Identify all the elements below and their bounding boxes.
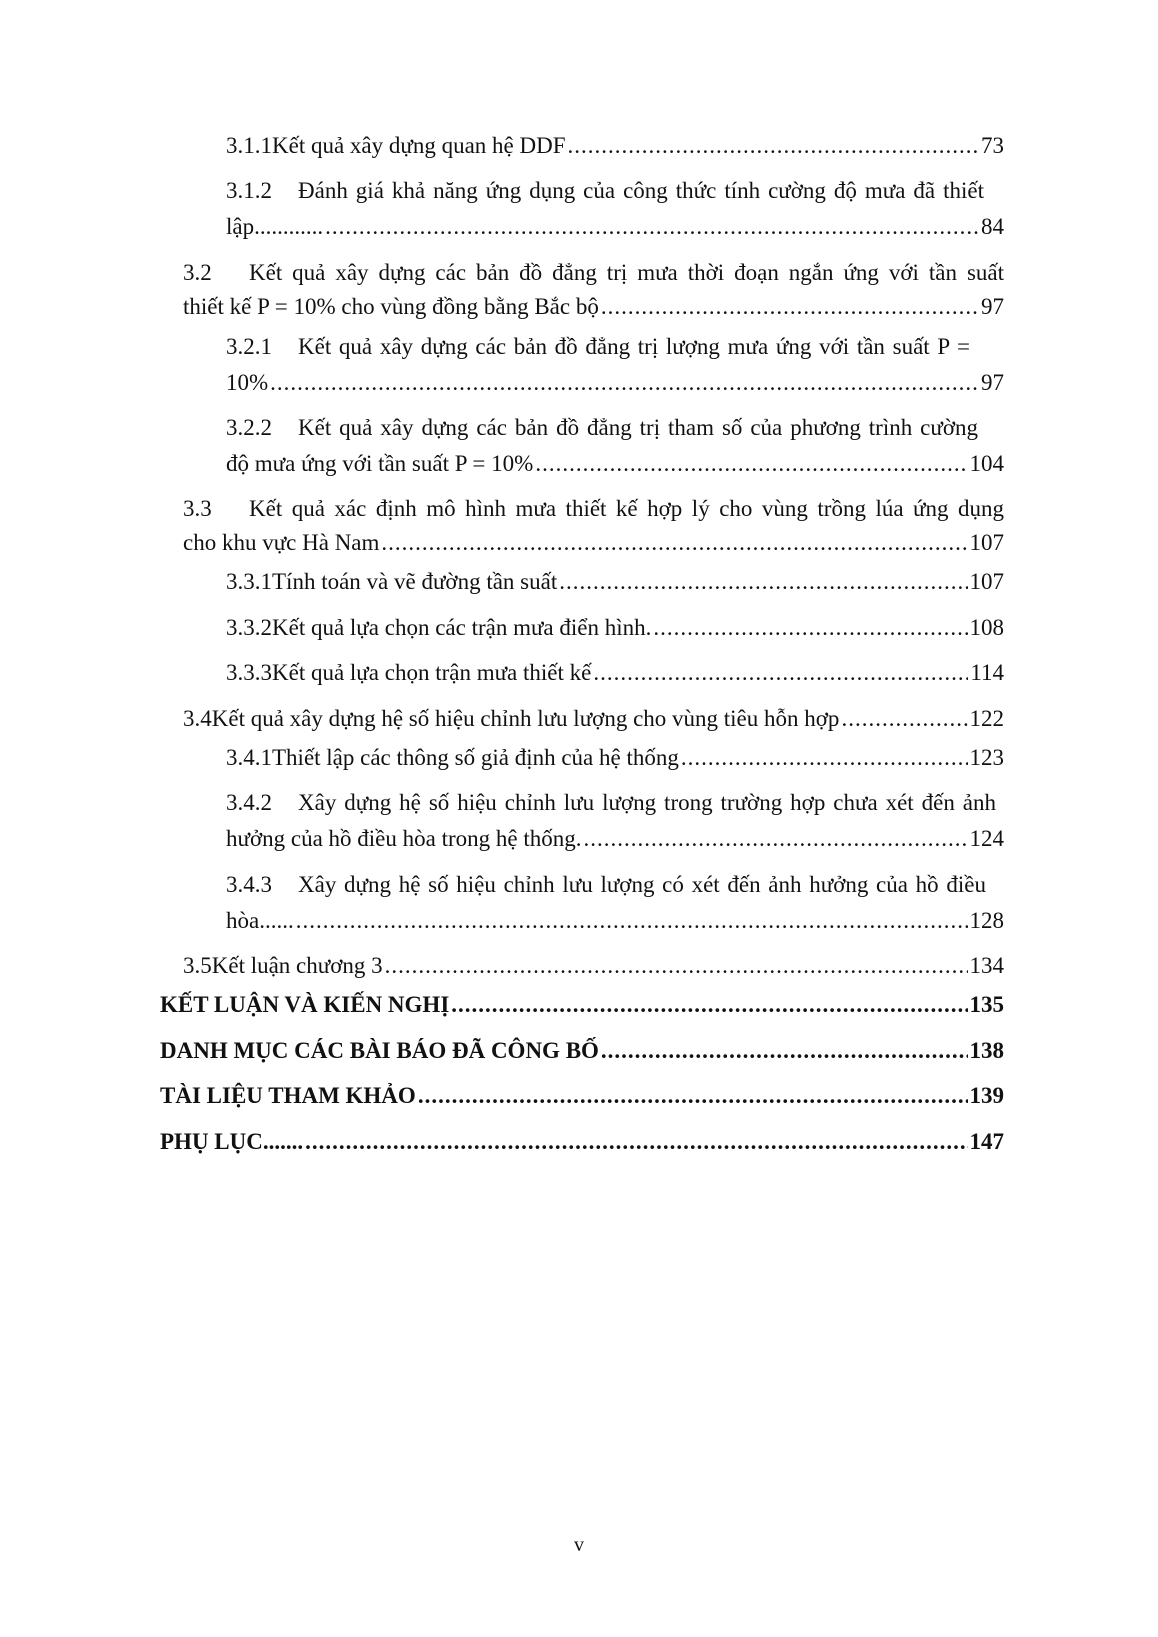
dot-leader [568,132,979,160]
toc-entry-3-1-2-line2[interactable] [226,213,1004,241]
dot-leader [270,369,979,397]
toc-chapter-appendix[interactable] [160,1128,1004,1156]
dot-leader [535,450,967,478]
toc-page: 123 [969,745,1004,770]
dot-leader [584,825,968,853]
toc-title-cont: lập............ [226,214,324,239]
toc-entry-3-5[interactable] [183,952,1004,980]
toc-page: 124 [969,826,1004,851]
toc-page: 128 [969,908,1004,933]
toc-chapter-references[interactable] [160,1082,1004,1110]
toc-entry-3-3-line1[interactable] [183,495,1004,523]
toc-entry-3-4-2-line1[interactable] [226,789,996,817]
dot-leader [841,705,967,733]
toc-title: Kết quả xây dựng hệ số hiệu chỉnh lưu lượng cho vùng tiêu hỗn hợp [211,706,840,731]
page-number-footer: v [574,1534,584,1556]
toc-title: TÀI LIỆU THAM KHẢO [160,1083,416,1108]
toc-title-cont: thiết kế P = 10% cho vùng đồng bằng Bắc bộ [183,294,599,319]
toc-title: Kết quả xây dựng các bản đồ đẳng trị mưa thời đoạn ngắn ứng với tần suất [249,260,1004,285]
toc-entry-3-4-2-line2[interactable] [226,825,1004,853]
toc-page: 147 [969,1129,1004,1154]
toc-number: 3.3.1 [226,569,272,594]
toc-number: 3.4.3 [226,872,272,897]
toc-page: 84 [981,214,1004,239]
toc-entry-3-3-1[interactable] [226,568,1004,596]
toc-number: 3.2 [183,260,212,285]
toc-number: 3.4.2 [226,790,272,815]
toc-title-cont: cho khu vực Hà Nam [183,530,380,555]
toc-number: 3.1.1 [226,133,272,158]
dot-leader [296,907,968,935]
toc-chapter-conclusion[interactable] [160,991,1004,1019]
toc-page: 135 [969,992,1004,1017]
toc-entry-3-3-line2[interactable] [183,529,1004,557]
toc-title: DANH MỤC CÁC BÀI BÁO ĐÃ CÔNG BỐ [160,1038,599,1063]
dot-leader [451,991,967,1019]
toc-number: 3.3 [183,496,212,521]
toc-entry-3-2-2-line1[interactable] [226,414,978,442]
toc-number: 3.5 [183,953,212,978]
toc-entry-3-2-1-line2[interactable] [226,369,1004,397]
toc-entry-3-2-1-line1[interactable] [226,333,970,361]
toc-entry-3-4[interactable] [183,705,1004,733]
toc-entry-3-4-3-line1[interactable] [226,871,986,899]
toc-title: KẾT LUẬN VÀ KIẾN NGHỊ [160,992,450,1017]
toc-number: 3.2.2 [226,415,272,440]
toc-title: Kết luận chương 3 [211,953,383,978]
toc-title: Xây dựng hệ số hiệu chỉnh lưu lượng trong trường hợp chưa xét đến ảnh [298,790,996,815]
toc-title: Tính toán và vẽ đường tần suất [272,569,558,594]
toc-title: Kết quả xây dựng các bản đồ đẳng trị lượng mưa ứng với tần suất P = [298,334,970,359]
toc-page: 134 [969,953,1004,978]
toc-title-cont: hòa...... [226,908,294,933]
toc-page: 122 [969,706,1004,731]
toc-page: 97 [981,294,1004,319]
toc-chapter-publications[interactable] [160,1037,1004,1065]
toc-title-cont: 10% [226,370,269,395]
dot-leader [305,1128,967,1156]
dot-leader [559,568,967,596]
dot-leader [601,1037,968,1065]
toc-entry-3-3-2[interactable] [226,614,1004,642]
toc-entry-3-4-3-line2[interactable] [226,907,1004,935]
toc-title: Kết quả lựa chọn các trận mưa điển hình. [272,615,652,640]
dot-leader [418,1082,968,1110]
toc-page: 107 [969,569,1004,594]
dot-leader [593,659,968,687]
toc-number: 3.3.3 [226,660,272,685]
toc-page: 139 [969,1083,1004,1108]
dot-leader [381,529,967,557]
toc-number: 3.2.1 [226,334,272,359]
dot-leader [385,952,968,980]
toc-page: 107 [969,530,1004,555]
toc-entry-3-2-line1[interactable] [183,259,1004,287]
toc-entry-3-4-1[interactable] [226,744,1004,772]
dot-leader [601,293,979,321]
toc-title-cont: hưởng của hồ điều hòa trong hệ thống. [226,826,582,851]
toc-title: Đánh giá khả năng ứng dụng của công thức tính cường độ mưa đã thiết [298,178,984,203]
toc-number: 3.4.1 [226,745,272,770]
toc-title: Kết quả lựa chọn trận mưa thiết kế [272,660,592,685]
toc-title: PHỤ LỤC....... [160,1129,304,1154]
toc-number: 3.4 [183,706,212,731]
toc-title: Xây dựng hệ số hiệu chỉnh lưu lượng có xét đến ảnh hưởng của hồ điều [298,872,986,897]
toc-number: 3.1.2 [226,178,272,203]
dot-leader [653,614,967,642]
toc-title-cont: độ mưa ứng với tần suất P = 10% [226,451,534,476]
dot-leader [325,213,979,241]
toc-page: 138 [969,1038,1004,1063]
toc-entry-3-1-2-line1[interactable] [226,177,984,205]
toc-title: Kết quả xây dựng quan hệ DDF [272,133,566,158]
toc-entry-3-2-2-line2[interactable] [226,450,1004,478]
toc-page: 108 [969,615,1004,640]
toc-entry-3-2-line2[interactable] [183,293,1004,321]
toc-page: 73 [981,133,1004,158]
toc-page: 104 [969,451,1004,476]
toc-page: 114 [970,660,1004,685]
toc-entry-3-1-1[interactable] [226,132,1004,160]
toc-title: Kết quả xây dựng các bản đồ đẳng trị tham số của phương trình cường [298,415,978,440]
toc-number: 3.3.2 [226,615,272,640]
toc-title: Thiết lập các thông số giả định của hệ thống [272,745,679,770]
toc-title: Kết quả xác định mô hình mưa thiết kế hợp lý cho vùng trồng lúa ứng dụng [249,496,1004,521]
dot-leader [681,744,968,772]
toc-entry-3-3-3[interactable] [226,659,1004,687]
toc-page: 97 [981,370,1004,395]
